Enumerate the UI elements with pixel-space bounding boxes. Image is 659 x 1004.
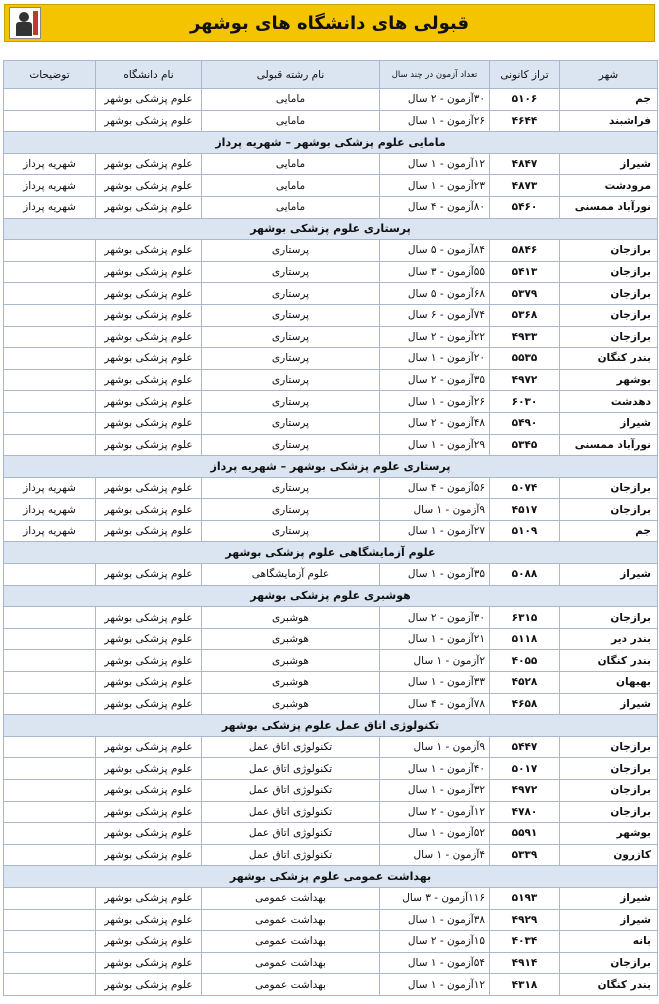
table-row [4,434,658,456]
cell-exam: ۶۸آزمون - ۵ سال [380,283,490,305]
cell-university: علوم پزشکی بوشهر [96,175,202,197]
cell-score: ۵۳۷۹ [490,283,560,305]
table-row [4,650,658,672]
cell-exam: ۱۲آزمون - ۲ سال [380,801,490,823]
table-row [4,89,658,111]
cell-major: پرستاری [202,520,380,542]
table-row [4,823,658,845]
cell-score: ۵۴۴۷ [490,736,560,758]
cell-notes: شهریه پرداز [4,175,96,197]
cell-exam: ۳۵آزمون - ۱ سال [380,564,490,586]
cell-exam: ۱۲آزمون - ۱ سال [380,974,490,996]
table-row [4,693,658,715]
cell-notes [4,110,96,132]
cell-notes [4,909,96,931]
cell-major: پرستاری [202,499,380,521]
header-notes: توضیحات [4,61,96,89]
table-row [4,607,658,629]
cell-exam: ۵۲آزمون - ۱ سال [380,823,490,845]
cell-city: بندر کنگان [560,974,658,996]
table-row [4,477,658,499]
table-row [4,520,658,542]
section-row [4,218,658,240]
table-row [4,391,658,413]
table-row [4,412,658,434]
section-row [4,585,658,607]
cell-notes [4,564,96,586]
cell-exam: ۱۵آزمون - ۲ سال [380,931,490,953]
cell-major: بهداشت عمومی [202,887,380,909]
cell-exam: ۲۷آزمون - ۱ سال [380,520,490,542]
cell-city: نورآباد ممسنی [560,196,658,218]
cell-notes: شهریه پرداز [4,196,96,218]
cell-city: شیراز [560,887,658,909]
table-row [4,564,658,586]
cell-score: ۵۰۸۸ [490,564,560,586]
cell-major: تکنولوژی اتاق عمل [202,823,380,845]
cell-notes [4,391,96,413]
cell-city: فراشبند [560,110,658,132]
cell-city: برازجان [560,758,658,780]
cell-notes [4,672,96,694]
cell-notes [4,693,96,715]
cell-major: مامایی [202,175,380,197]
cell-notes [4,304,96,326]
cell-university: علوم پزشکی بوشهر [96,89,202,111]
cell-exam: ۱۲آزمون - ۱ سال [380,153,490,175]
cell-exam: ۳۲آزمون - ۱ سال [380,780,490,802]
cell-exam: ۵۴آزمون - ۱ سال [380,952,490,974]
cell-notes [4,89,96,111]
cell-city: شیراز [560,153,658,175]
cell-notes [4,801,96,823]
cell-exam: ۸۴آزمون - ۵ سال [380,240,490,262]
cell-city: مرودشت [560,175,658,197]
table-row [4,196,658,218]
cell-university: علوم پزشکی بوشهر [96,434,202,456]
cell-notes [4,240,96,262]
cell-score: ۵۱۱۸ [490,628,560,650]
cell-university: علوم پزشکی بوشهر [96,477,202,499]
cell-exam: ۳۰آزمون - ۲ سال [380,607,490,629]
cell-major: هوشبری [202,693,380,715]
table-row [4,175,658,197]
cell-notes: شهریه پرداز [4,499,96,521]
cell-major: بهداشت عمومی [202,909,380,931]
section-title: تکنولوژی اتاق عمل علوم پزشکی بوشهر [4,715,658,737]
cell-city: برازجان [560,477,658,499]
cell-major: تکنولوژی اتاق عمل [202,780,380,802]
cell-score: ۵۳۳۹ [490,844,560,866]
cell-city: بندر دیر [560,628,658,650]
cell-notes [4,952,96,974]
cell-university: علوم پزشکی بوشهر [96,564,202,586]
cell-exam: ۴۰آزمون - ۱ سال [380,758,490,780]
cell-score: ۵۱۰۹ [490,520,560,542]
cell-exam: ۷۴آزمون - ۶ سال [380,304,490,326]
table-row [4,348,658,370]
cell-university: علوم پزشکی بوشهر [96,628,202,650]
cell-notes [4,844,96,866]
cell-major: پرستاری [202,240,380,262]
cell-major: هوشبری [202,607,380,629]
header-major: نام رشته قبولی [202,61,380,89]
cell-notes [4,823,96,845]
cell-major: تکنولوژی اتاق عمل [202,736,380,758]
cell-city: برازجان [560,952,658,974]
table-row [4,153,658,175]
cell-score: ۴۵۲۸ [490,672,560,694]
cell-major: علوم آزمایشگاهی [202,564,380,586]
cell-exam: ۲۶آزمون - ۱ سال [380,110,490,132]
cell-score: ۴۵۱۷ [490,499,560,521]
cell-exam: ۳۰آزمون - ۲ سال [380,89,490,111]
table-row [4,672,658,694]
header-university: نام دانشگاه [96,61,202,89]
cell-university: علوم پزشکی بوشهر [96,261,202,283]
cell-notes [4,628,96,650]
cell-major: تکنولوژی اتاق عمل [202,844,380,866]
cell-university: علوم پزشکی بوشهر [96,693,202,715]
cell-score: ۴۹۷۲ [490,780,560,802]
admissions-table [3,60,658,996]
table-row [4,887,658,909]
cell-major: پرستاری [202,369,380,391]
cell-major: بهداشت عمومی [202,931,380,953]
cell-university: علوم پزشکی بوشهر [96,672,202,694]
cell-exam: ۵۶آزمون - ۴ سال [380,477,490,499]
cell-score: ۴۹۲۹ [490,909,560,931]
cell-score: ۵۸۴۶ [490,240,560,262]
cell-score: ۴۰۵۵ [490,650,560,672]
cell-score: ۶۰۳۰ [490,391,560,413]
cell-score: ۵۴۹۰ [490,412,560,434]
cell-notes [4,434,96,456]
section-title: علوم آزمایشگاهی علوم پزشکی بوشهر [4,542,658,564]
table-row [4,283,658,305]
section-row [4,866,658,888]
cell-university: علوم پزشکی بوشهر [96,974,202,996]
cell-score: ۴۸۷۳ [490,175,560,197]
cell-score: ۴۷۸۰ [490,801,560,823]
cell-score: ۴۶۴۴ [490,110,560,132]
cell-university: علوم پزشکی بوشهر [96,196,202,218]
table-row [4,780,658,802]
cell-notes: شهریه پرداز [4,477,96,499]
cell-score: ۵۴۱۳ [490,261,560,283]
section-row [4,132,658,154]
cell-exam: ۲۳آزمون - ۱ سال [380,175,490,197]
table-row [4,758,658,780]
cell-city: بانه [560,931,658,953]
cell-university: علوم پزشکی بوشهر [96,844,202,866]
table-row [4,499,658,521]
cell-exam: ۵۵آزمون - ۳ سال [380,261,490,283]
table-row [4,369,658,391]
cell-exam: ۲آزمون - ۱ سال [380,650,490,672]
cell-notes [4,412,96,434]
cell-city: شیراز [560,693,658,715]
section-row [4,456,658,478]
section-title: هوشبری علوم پزشکی بوشهر [4,585,658,607]
cell-city: جم [560,520,658,542]
table-row [4,628,658,650]
section-row [4,715,658,737]
cell-exam: ۳۵آزمون - ۲ سال [380,369,490,391]
cell-exam: ۹آزمون - ۱ سال [380,499,490,521]
cell-city: کازرون [560,844,658,866]
cell-university: علوم پزشکی بوشهر [96,499,202,521]
cell-score: ۵۰۷۴ [490,477,560,499]
cell-university: علوم پزشکی بوشهر [96,283,202,305]
cell-city: برازجان [560,261,658,283]
table-row [4,326,658,348]
cell-city: بوشهر [560,369,658,391]
section-title: پرستاری علوم پزشکی بوشهر [4,218,658,240]
cell-major: مامایی [202,196,380,218]
table-row [4,110,658,132]
cell-notes [4,607,96,629]
banner [4,4,655,42]
cell-exam: ۲۹آزمون - ۱ سال [380,434,490,456]
cell-notes [4,326,96,348]
cell-city: برازجان [560,499,658,521]
cell-score: ۴۹۳۳ [490,326,560,348]
cell-exam: ۲۶آزمون - ۱ سال [380,391,490,413]
cell-notes [4,650,96,672]
cell-university: علوم پزشکی بوشهر [96,110,202,132]
cell-notes [4,780,96,802]
cell-city: برازجان [560,607,658,629]
section-title: بهداشت عمومی علوم پزشکی بوشهر [4,866,658,888]
cell-exam: ۲۲آزمون - ۲ سال [380,326,490,348]
cell-score: ۴۶۵۸ [490,693,560,715]
table-row [4,844,658,866]
cell-university: علوم پزشکی بوشهر [96,823,202,845]
cell-major: پرستاری [202,477,380,499]
cell-score: ۴۸۴۷ [490,153,560,175]
cell-city: شیراز [560,564,658,586]
cell-city: برازجان [560,736,658,758]
cell-city: شیراز [560,412,658,434]
cell-major: پرستاری [202,412,380,434]
cell-exam: ۲۰آزمون - ۱ سال [380,348,490,370]
cell-major: مامایی [202,110,380,132]
cell-score: ۴۰۳۴ [490,931,560,953]
table-row [4,909,658,931]
cell-score: ۵۳۴۵ [490,434,560,456]
cell-major: بهداشت عمومی [202,974,380,996]
cell-exam: ۳۳آزمون - ۱ سال [380,672,490,694]
cell-university: علوم پزشکی بوشهر [96,240,202,262]
table-row [4,240,658,262]
cell-university: علوم پزشکی بوشهر [96,801,202,823]
table-row [4,261,658,283]
cell-city: بندر کنگان [560,650,658,672]
cell-university: علوم پزشکی بوشهر [96,736,202,758]
cell-university: علوم پزشکی بوشهر [96,412,202,434]
cell-score: ۵۳۶۸ [490,304,560,326]
cell-score: ۵۱۰۶ [490,89,560,111]
cell-score: ۵۰۱۷ [490,758,560,780]
cell-city: دهدشت [560,391,658,413]
cell-university: علوم پزشکی بوشهر [96,326,202,348]
cell-city: بندر کنگان [560,348,658,370]
section-row [4,542,658,564]
cell-score: ۴۳۱۸ [490,974,560,996]
cell-score: ۵۱۹۳ [490,887,560,909]
cell-notes: شهریه پرداز [4,153,96,175]
cell-exam: ۸۰آزمون - ۴ سال [380,196,490,218]
cell-university: علوم پزشکی بوشهر [96,391,202,413]
cell-city: برازجان [560,326,658,348]
table-row [4,974,658,996]
cell-city: شیراز [560,909,658,931]
cell-score: ۵۵۳۵ [490,348,560,370]
table-header-row [4,61,658,89]
cell-exam: ۴آزمون - ۱ سال [380,844,490,866]
cell-major: مامایی [202,89,380,111]
cell-notes [4,283,96,305]
cell-major: پرستاری [202,304,380,326]
cell-university: علوم پزشکی بوشهر [96,304,202,326]
cell-notes [4,736,96,758]
cell-city: برازجان [560,801,658,823]
cell-university: علوم پزشکی بوشهر [96,650,202,672]
cell-exam: ۷۸آزمون - ۴ سال [380,693,490,715]
section-title: پرستاری علوم پزشکی بوشهر – شهریه پرداز [4,456,658,478]
header-score: تراز کانونی [490,61,560,89]
cell-city: بهبهان [560,672,658,694]
header-exam: تعداد آزمون در چند سال [380,61,490,89]
cell-notes [4,758,96,780]
cell-notes [4,261,96,283]
cell-city: برازجان [560,780,658,802]
cell-notes [4,348,96,370]
cell-notes [4,369,96,391]
cell-major: هوشبری [202,672,380,694]
cell-major: پرستاری [202,326,380,348]
cell-university: علوم پزشکی بوشهر [96,520,202,542]
cell-university: علوم پزشکی بوشهر [96,952,202,974]
cell-city: برازجان [560,304,658,326]
table-row [4,931,658,953]
cell-city: برازجان [560,283,658,305]
cell-city: برازجان [560,240,658,262]
cell-notes [4,887,96,909]
cell-major: هوشبری [202,628,380,650]
cell-notes [4,931,96,953]
cell-university: علوم پزشکی بوشهر [96,369,202,391]
cell-major: تکنولوژی اتاق عمل [202,758,380,780]
cell-exam: ۳۸آزمون - ۱ سال [380,909,490,931]
table-row [4,801,658,823]
cell-university: علوم پزشکی بوشهر [96,887,202,909]
table-row [4,304,658,326]
cell-score: ۵۴۶۰ [490,196,560,218]
cell-exam: ۹آزمون - ۱ سال [380,736,490,758]
cell-notes: شهریه پرداز [4,520,96,542]
cell-university: علوم پزشکی بوشهر [96,607,202,629]
cell-university: علوم پزشکی بوشهر [96,758,202,780]
cell-university: علوم پزشکی بوشهر [96,909,202,931]
cell-exam: ۱۱۶آزمون - ۳ سال [380,887,490,909]
cell-score: ۵۵۹۱ [490,823,560,845]
cell-major: پرستاری [202,348,380,370]
cell-university: علوم پزشکی بوشهر [96,153,202,175]
cell-university: علوم پزشکی بوشهر [96,780,202,802]
table-row [4,736,658,758]
cell-city: نورآباد ممسنی [560,434,658,456]
cell-major: مامایی [202,153,380,175]
cell-major: پرستاری [202,283,380,305]
cell-score: ۶۳۱۵ [490,607,560,629]
cell-major: هوشبری [202,650,380,672]
cell-exam: ۲۱آزمون - ۱ سال [380,628,490,650]
table-row [4,952,658,974]
cell-major: پرستاری [202,434,380,456]
cell-city: بوشهر [560,823,658,845]
cell-major: بهداشت عمومی [202,952,380,974]
cell-major: پرستاری [202,261,380,283]
cell-major: پرستاری [202,391,380,413]
page-title: قبولی های دانشگاه های بوشهر [189,13,470,34]
cell-exam: ۴۸آزمون - ۲ سال [380,412,490,434]
section-title: مامایی علوم پزشکی بوشهر – شهریه پرداز [4,132,658,154]
cell-major: تکنولوژی اتاق عمل [202,801,380,823]
cell-score: ۴۹۷۲ [490,369,560,391]
cell-university: علوم پزشکی بوشهر [96,931,202,953]
header-city: شهر [560,61,658,89]
cell-university: علوم پزشکی بوشهر [96,348,202,370]
cell-notes [4,974,96,996]
cell-city: جم [560,89,658,111]
cell-score: ۴۹۱۴ [490,952,560,974]
